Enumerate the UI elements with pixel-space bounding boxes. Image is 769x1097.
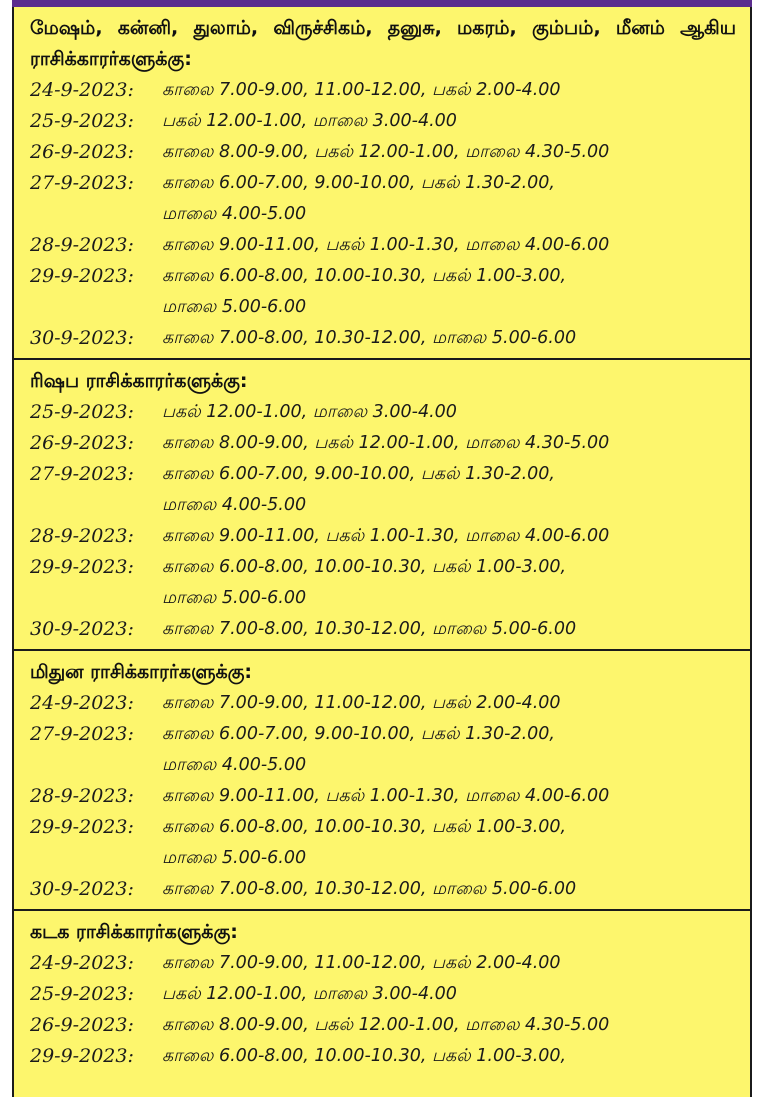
entry-times [162,230,750,261]
time-line: பகல் 12.00-1.00, மாலை 3.00-4.00 [162,984,457,1004]
time-line: மாலை 5.00-6.00 [162,297,307,317]
entry-date: 30-9-2023: [30,618,134,640]
entry-times [162,781,750,812]
entry-date: 29-9-2023: [30,1045,134,1067]
time-line: காலை 6.00-8.00, 10.00-10.30, பகல் 1.00-3.00, [162,817,567,837]
timing-entry [14,719,750,781]
entry-date: 27-9-2023: [30,172,134,194]
time-line: காலை 9.00-11.00, பகல் 1.00-1.30, மாலை 4.00-6.00 [162,526,610,546]
timing-entry [14,230,750,261]
timing-entry [14,812,750,874]
entry-date: 25-9-2023: [30,110,134,132]
time-line: பகல் 12.00-1.00, மாலை 3.00-4.00 [162,111,457,131]
time-line: காலை 8.00-9.00, பகல் 12.00-1.00, மாலை 4.30-5.00 [162,433,610,453]
timing-entry [14,948,750,979]
entry-date: 30-9-2023: [30,327,134,349]
entry-times [162,688,750,719]
entry-date: 24-9-2023: [30,79,134,101]
entry-date: 28-9-2023: [30,785,134,807]
time-line: காலை 7.00-8.00, 10.30-12.00, மாலை 5.00-6.00 [162,619,577,639]
timing-entry [14,459,750,521]
timing-entry [14,137,750,168]
timing-entry [14,874,750,905]
time-line: காலை 8.00-9.00, பகல் 12.00-1.00, மாலை 4.30-5.00 [162,142,610,162]
entry-date: 26-9-2023: [30,1014,134,1036]
timing-entry [14,979,750,1010]
section-title: கடக ராசிக்காரர்களுக்கு: [30,921,238,943]
entry-times [162,979,750,1010]
entry-date: 27-9-2023: [30,723,134,745]
section-title: மிதுன ராசிக்காரர்களுக்கு: [30,661,253,683]
time-line: காலை 6.00-7.00, 9.00-10.00, பகல் 1.30-2.00, [162,173,555,193]
timing-entry [14,688,750,719]
entry-times [162,1041,750,1072]
time-line: காலை 6.00-8.00, 10.00-10.30, பகல் 1.00-3.00, [162,266,567,286]
entry-times [162,323,750,354]
timing-entry [14,397,750,428]
time-line: காலை 6.00-8.00, 10.00-10.30, பகல் 1.00-3.00, [162,1046,567,1066]
entry-times [162,719,750,781]
rasi-section [14,911,750,1076]
time-line: மாலை 4.00-5.00 [162,204,307,224]
entry-times [162,552,750,614]
time-line: காலை 7.00-9.00, 11.00-12.00, பகல் 2.00-4.00 [162,693,561,713]
section-title: ரிஷப ராசிக்காரர்களுக்கு: [30,370,248,392]
timing-entry [14,781,750,812]
entry-times [162,397,750,428]
entry-times [162,75,750,106]
entry-date: 24-9-2023: [30,692,134,714]
entry-date: 26-9-2023: [30,141,134,163]
entry-times [162,874,750,905]
time-line: காலை 7.00-9.00, 11.00-12.00, பகல் 2.00-4.00 [162,953,561,973]
rasi-section [14,360,750,651]
entry-times [162,106,750,137]
time-line: பகல் 12.00-1.00, மாலை 3.00-4.00 [162,402,457,422]
time-line: காலை 7.00-8.00, 10.30-12.00, மாலை 5.00-6.00 [162,879,577,899]
entry-date: 24-9-2023: [30,952,134,974]
entry-date: 30-9-2023: [30,878,134,900]
time-line: மாலை 4.00-5.00 [162,755,307,775]
timing-entry [14,168,750,230]
entry-date: 29-9-2023: [30,556,134,578]
time-line: மாலை 4.00-5.00 [162,495,307,515]
timing-entry [14,106,750,137]
entry-times [162,168,750,230]
timing-entry [14,1041,750,1072]
timing-entry [14,614,750,645]
time-line: காலை 7.00-8.00, 10.30-12.00, மாலை 5.00-6.00 [162,328,577,348]
timing-entry [14,428,750,459]
timing-entry [14,261,750,323]
entry-times [162,137,750,168]
entry-date: 26-9-2023: [30,432,134,454]
entry-times [162,614,750,645]
entry-times [162,521,750,552]
timing-entry [14,552,750,614]
section-title: மேஷம், கன்னி, துலாம், விருச்சிகம், தனுசு, மகரம், கும்பம், மீனம் ஆகிய ராசிக்காரர்களுக்கு: [30,17,736,70]
time-line: காலை 8.00-9.00, பகல் 12.00-1.00, மாலை 4.30-5.00 [162,1015,610,1035]
timing-entry [14,1010,750,1041]
time-line: காலை 6.00-8.00, 10.00-10.30, பகல் 1.00-3.00, [162,557,567,577]
entry-times [162,261,750,323]
rasi-section [14,651,750,911]
entry-date: 27-9-2023: [30,463,134,485]
entry-date: 29-9-2023: [30,816,134,838]
entry-date: 28-9-2023: [30,525,134,547]
entry-date: 25-9-2023: [30,401,134,423]
entry-date: 28-9-2023: [30,234,134,256]
entry-times [162,948,750,979]
top-accent-bar [12,0,752,7]
timing-entry [14,323,750,354]
timing-entry [14,75,750,106]
entry-times [162,428,750,459]
entry-times [162,1010,750,1041]
time-line: காலை 7.00-9.00, 11.00-12.00, பகல் 2.00-4.00 [162,80,561,100]
time-line: காலை 6.00-7.00, 9.00-10.00, பகல் 1.30-2.00, [162,464,555,484]
entry-date: 25-9-2023: [30,983,134,1005]
time-line: காலை 9.00-11.00, பகல் 1.00-1.30, மாலை 4.00-6.00 [162,235,610,255]
rasi-section [14,7,750,360]
time-line: காலை 9.00-11.00, பகல் 1.00-1.30, மாலை 4.00-6.00 [162,786,610,806]
time-line: மாலை 5.00-6.00 [162,588,307,608]
time-line: காலை 6.00-7.00, 9.00-10.00, பகல் 1.30-2.00, [162,724,555,744]
timings-panel [12,7,752,1097]
entry-times [162,812,750,874]
timing-entry [14,521,750,552]
time-line: மாலை 5.00-6.00 [162,848,307,868]
entry-times [162,459,750,521]
entry-date: 29-9-2023: [30,265,134,287]
